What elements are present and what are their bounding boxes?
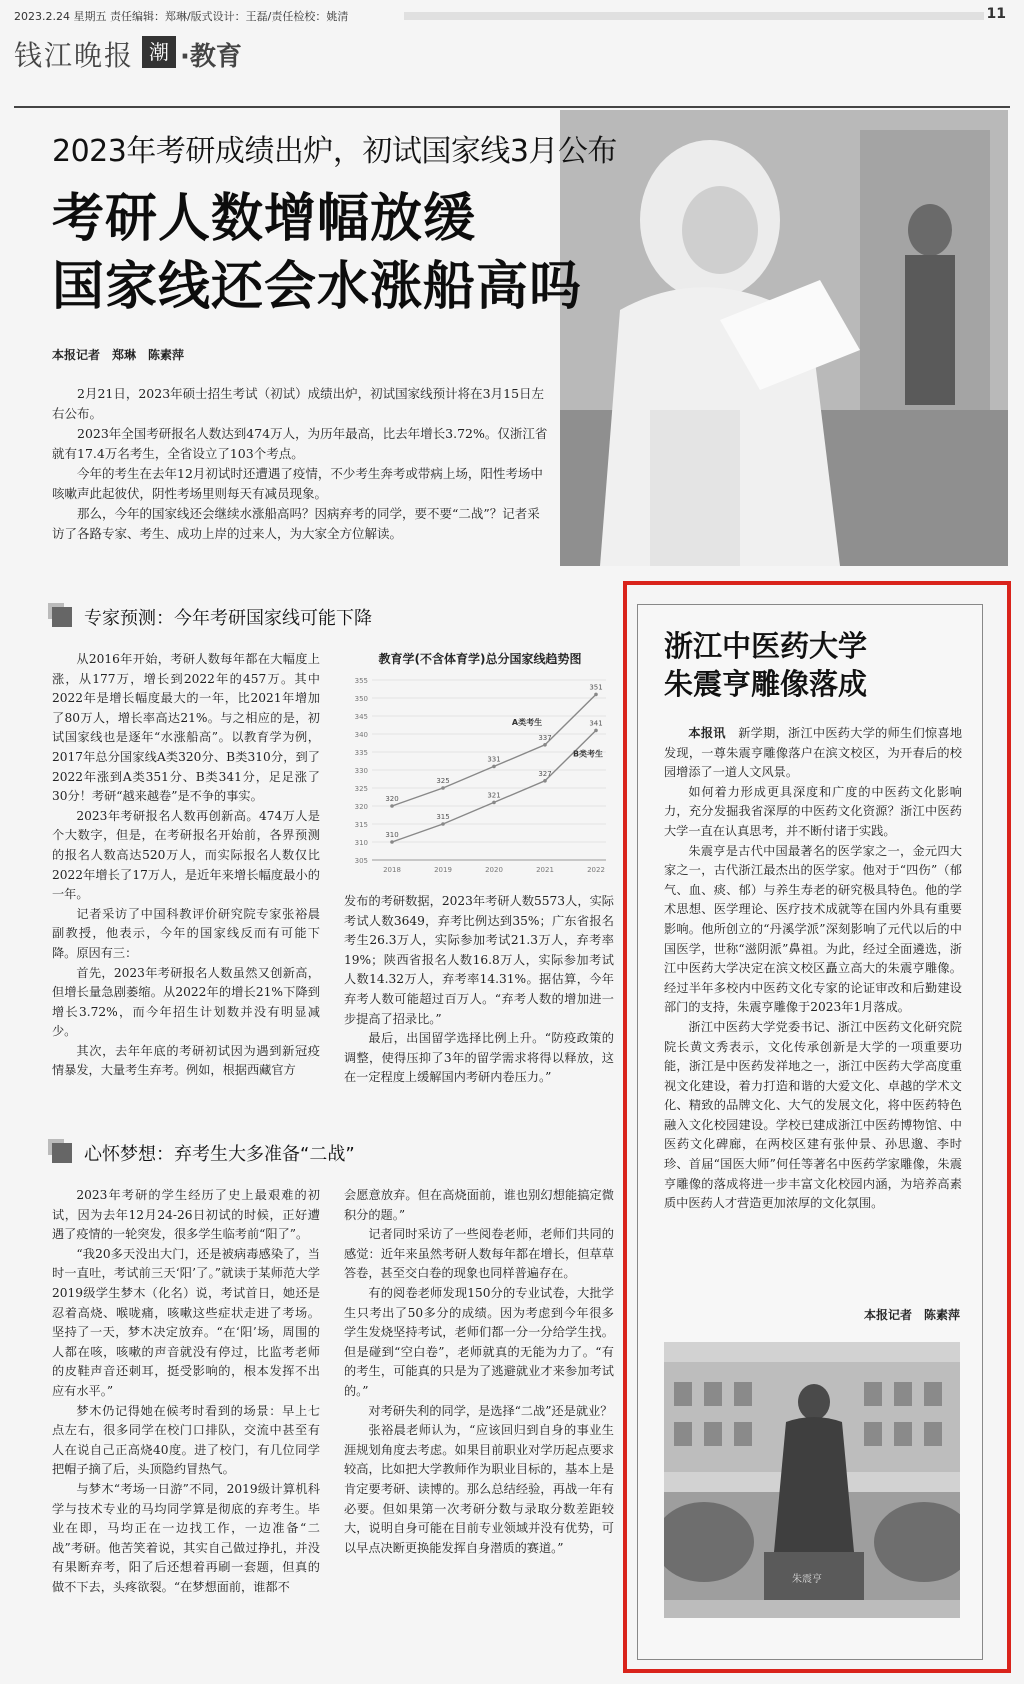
paragraph: 首先，2023年考研报名人数虽然又创新高，但增长量急剧萎缩。从2022年的增长21%下降到增长3.72%，而今年招生计划数并没有明显减少。 [52, 965, 320, 1039]
paragraph: 会愿意放弃。但在高烧面前，谁也别幻想能搞定微积分的题。” [344, 1188, 614, 1222]
lead-paragraph: 2月21日，2023年硕士招生考试（初试）成绩出炉，初试国家线预计将在3月15日左右公布。 [52, 386, 545, 421]
data-point [390, 840, 394, 844]
news-lead-tag: 本报讯 [688, 726, 726, 740]
statue-inscription: 朱震亨 [792, 1574, 822, 1585]
series-line-a [392, 694, 596, 806]
paragraph: 对考研失利的同学，是选择“二战”还是就业？ [368, 1403, 613, 1418]
data-label: 331 [487, 755, 501, 764]
article-title-line-2: 国家线还会水涨船高吗 [52, 257, 583, 317]
section-badge: 潮 [142, 36, 176, 68]
article-subtitle: 2023年考研成绩出炉，初试国家线3月公布 [52, 134, 617, 169]
header-rule [404, 12, 984, 20]
data-point [594, 729, 598, 733]
masthead-divider [14, 106, 1010, 108]
paragraph: 朱震亨是古代中国最著名的医学家之一，金元四大家之一，古代浙江最杰出的医学家。他对于“四伤”（郁气、血、痰、郁）与养生寿老的研究极具特色。他的学术思想、医学理论、医疗技术成就等在国内外具有重要影响。他所创立的“丹溪学派”深刻影响了元代以后的中国医学，世称“滋阴派”鼻祖。为此，经过全面遴选，浙江中医药大学决定在滨文校区矗立高大的朱震亨雕像。经过半年多校内中医药文化专家的论证审改和后勤建设部门的支持，朱震亨雕像于2023年1月落成。 [664, 843, 962, 1015]
paragraph: 2023年考研报名人数再创新高。474万人是个大数字，但是，在考研报名开始前，各界预测的报名人数高达520万人，而实际报名人数仅比2022年增长了17万人，是近年来增长幅度最小的一年。 [52, 808, 320, 902]
paragraph: 梦木仍记得她在候考时看到的场景：早上七点左右，很多同学在校门口排队，交流中甚至有人在说自己正高烧40度。进了校门，有几位同学把帽子摘了后，头顶隐约冒热气。 [52, 1403, 320, 1477]
section1-column-2 [344, 892, 614, 1088]
hero-photo-student-reading [560, 110, 1008, 566]
sidebar-title-line-2: 朱震亨雕像落成 [664, 667, 868, 701]
paragraph: 记者采访了中国科教评价研究院专家张裕晨副教授，他表示，今年的国家线反而有可能下降。原因有三： [52, 906, 320, 960]
lead-paragraph: 那么，今年的国家线还会继续水涨船高吗？因病弃考的同学，要不要“二战”？记者采访了各路专家、考生、成功上岸的过来人，为大家全方位解读。 [52, 506, 540, 541]
data-label: 325 [436, 777, 450, 785]
data-point [390, 804, 394, 808]
newspaper-logo: 钱江晚报 [14, 39, 135, 72]
data-label: 341 [589, 719, 603, 728]
masthead [14, 32, 314, 72]
paragraph: 与梦木“考场一日游”不同，2019级计算机科学与技术专业的马均同学算是彻底的弃考生。毕业在即，马均正在一边找工作，一边准备“二战”考研。他苦笑着说，其实自己做过挣扎，并没有果断弃考，阳了后还想着再刷一套题，但真的做不下去，头疼欲裂。“在梦想面前，谁都不 [52, 1481, 320, 1594]
data-label: 320 [385, 795, 399, 803]
data-point [543, 779, 547, 783]
sidebar-byline: 本报记者 陈素萍 [863, 1308, 960, 1322]
data-point [543, 743, 547, 747]
page-header-bar [14, 6, 1010, 24]
paragraph: 从2016年开始，考研人数每年都在大幅度上涨，从177万，增长到2022年的457万。其中2022年是增长幅度最大的一年，比2021年增加了80万人，增长率高达21%。与之相应的是，初试国家线也是逐年“水涨船高”。以教育学为例，2017年总分国家线A类320分、B类310分，到了2022年涨到A类351分、B类341分，足足涨了30分！考研“越来越卷”是不争的事实。 [52, 652, 320, 804]
data-point [492, 765, 496, 769]
data-label: 310 [385, 831, 399, 839]
section2-column-2 [344, 1186, 614, 1558]
data-label: 327 [538, 769, 552, 778]
issue-date-info: 2023.2.24 星期五 责任编辑：郑琳/版式设计：王磊/责任检校：姚清 [14, 10, 349, 23]
y-tick-label: 350 [354, 695, 368, 703]
paragraph: 2023年考研的学生经历了史上最艰难的初试，因为去年12月24-26日初试的时候，正好遭遇了疫情的一轮突发，很多学生临考前“阳了”。 [52, 1188, 320, 1242]
x-tick-label: 2020 [485, 866, 503, 874]
statue-photo [664, 1342, 960, 1618]
section-heading-expert [52, 604, 372, 630]
paragraph: 最后，出国留学选择比例上升。“防疫政策的调整，使得压抑了3年的留学需求将得以释放，这在一定程度上缓解国内考研内卷压力。” [344, 1031, 614, 1085]
data-label: 351 [589, 683, 603, 692]
trend-chart [344, 650, 616, 886]
series-line-b [392, 730, 596, 842]
lead-paragraph: 2023年全国考研报名人数达到474万人，为历年最高，比去年增长3.72%。仅浙江省就有17.4万名考生，全省设立了103个考点。 [52, 426, 548, 461]
section-marker-icon [52, 607, 72, 627]
section-name: ·教育 [180, 42, 242, 72]
legend-label: B类考生 [572, 749, 604, 759]
section-heading-text: 专家预测：今年考研国家线可能下降 [84, 608, 372, 629]
paragraph [664, 724, 962, 783]
y-tick-label: 310 [354, 839, 368, 847]
y-tick-label: 335 [354, 749, 368, 757]
article-title-line-1: 考研人数增幅放缓 [52, 189, 477, 249]
y-tick-label: 345 [354, 713, 368, 721]
sidebar-body [664, 724, 962, 1214]
article-lead [52, 384, 548, 544]
x-tick-label: 2019 [434, 866, 452, 874]
paragraph: 其次，去年年底的考研初试因为遇到新冠疫情暴发，大量考生弃考。例如，根据西藏官方 [52, 1043, 320, 1078]
lead-paragraph: 今年的考生在去年12月初试时还遭遇了疫情，不少考生奔考或带病上场，阳性考场中咳嗽声此起彼伏，阴性考场里则每天有减员现象。 [52, 466, 543, 501]
paragraph: 如何着力形成更具深度和广度的中医药文化影响力，充分发掘我省深厚的中医药文化资源？浙江中医药大学一直在认真思考，并不断付诸于实践。 [664, 784, 962, 838]
y-tick-label: 320 [354, 803, 368, 811]
y-tick-label: 330 [354, 767, 368, 775]
paragraph: 记者同时采访了一些阅卷老师，老师们共同的感觉：近年来虽然考研人数每年都在增长，但草草答卷，甚至交白卷的现象也同样普遍存在。 [344, 1227, 614, 1281]
data-point [441, 822, 445, 826]
y-tick-label: 325 [354, 785, 368, 793]
paragraph: 浙江中医药大学党委书记、浙江中医药文化研究院院长黄文秀表示，文化传承创新是大学的一项重要功能，浙江是中医药发祥地之一，浙江中医药大学高度重视文化建设，着力打造和谐的大爱文化、卓越的学术文化、精致的品牌文化、大气的发展文化，将中医药特色融入文化校园建设。学校已建成浙江中医药博物馆、中医药文化碑廊，在两校区建有张仲景、孙思邈、李时珍、首届“国医大师”何任等著名中医药学家雕像，朱震亨雕像的落成将进一步丰富文化校园内涵，为培养高素质中医药人才营造更加浓厚的文化氛围。 [664, 1019, 962, 1211]
paragraph: 发布的考研数据，2023年考研人数5573人，实际考试人数3649，弃考比例达到35%；广东省报名考生26.3万人，实际参加考试21.3万人，弃考率19%；陕西省报名人数16.8万人，实际参加考试人数14.32万人，弃考率14.31%。据估算，今年弃考人数可能超过百万人。“弃考人数的增加进一步提高了招录比。” [344, 894, 614, 1026]
x-tick-label: 2022 [587, 866, 605, 874]
page-number: 11 [986, 6, 1006, 22]
chart-title: 教育学(不含体育学)总分国家线趋势图 [378, 652, 582, 666]
data-point [441, 786, 445, 790]
y-tick-label: 305 [354, 857, 368, 865]
y-tick-label: 340 [354, 731, 368, 739]
section-marker-icon [52, 1143, 72, 1163]
x-tick-label: 2021 [536, 866, 554, 874]
data-label: 315 [436, 813, 450, 821]
paragraph: 有的阅卷老师发现150分的专业试卷，大批学生只考出了50多分的成绩。因为考虑到今年很多学生发烧坚持考试，老师们都一分一分给学生找。但是碰到“空白卷”，老师就真的无能为力了。“有的考生，可能真的只是为了逃避就业才来参加考试的。” [344, 1285, 614, 1398]
paragraph: 张裕晨老师认为，“应该回归到自身的事业生涯规划角度去考虑。如果目前职业对学历起点要求较高，比如把大学教师作为职业目标的，基本上是肯定要考研、读博的。那么总结经验，再战一年有必要。但如果第一次考研分数与录取分数差距较大，说明自身可能在目前专业领域并没有优势，可以早点决断更换能发挥自身潜质的赛道。” [344, 1423, 614, 1555]
paragraph: “我20多天没出大门，还是被病毒感染了，当时一直吐，考试前三天‘阳’了。”就读于某师范大学2019级学生梦木（化名）说，考试首日，她还是忍着高烧、喉咙痛，咳嗽这些症状走进了考场。坚持了一天，梦木决定放弃。“在‘阳’场，周围的人都在咳，咳嗽的声音就没有停过，比监考老师的皮鞋声音还刺耳，挺受影响的，根本发挥不出应有水平。” [52, 1246, 320, 1398]
data-point [492, 801, 496, 805]
data-label: 337 [538, 733, 552, 742]
legend-label: A类考生 [511, 717, 543, 727]
sidebar-title-line-1: 浙江中医药大学 [664, 629, 868, 663]
section-heading-dream [52, 1140, 355, 1166]
chart-plot [344, 672, 616, 886]
data-point [594, 693, 598, 697]
y-tick-label: 355 [354, 677, 368, 685]
article-byline: 本报记者 郑琳 陈素萍 [52, 348, 185, 362]
paragraph-text: 新学期，浙江中医药大学的师生们惊喜地发现，一尊朱震亨雕像落户在滨文校区，为开春后的校园增添了一道人文风景。 [664, 726, 963, 780]
y-tick-label: 315 [354, 821, 368, 829]
section2-column-1 [52, 1186, 320, 1597]
section1-column-1 [52, 650, 320, 1081]
x-tick-label: 2018 [383, 866, 401, 874]
section-heading-text: 心怀梦想：弃考生大多准备“二战” [84, 1144, 355, 1165]
data-label: 321 [487, 791, 501, 800]
